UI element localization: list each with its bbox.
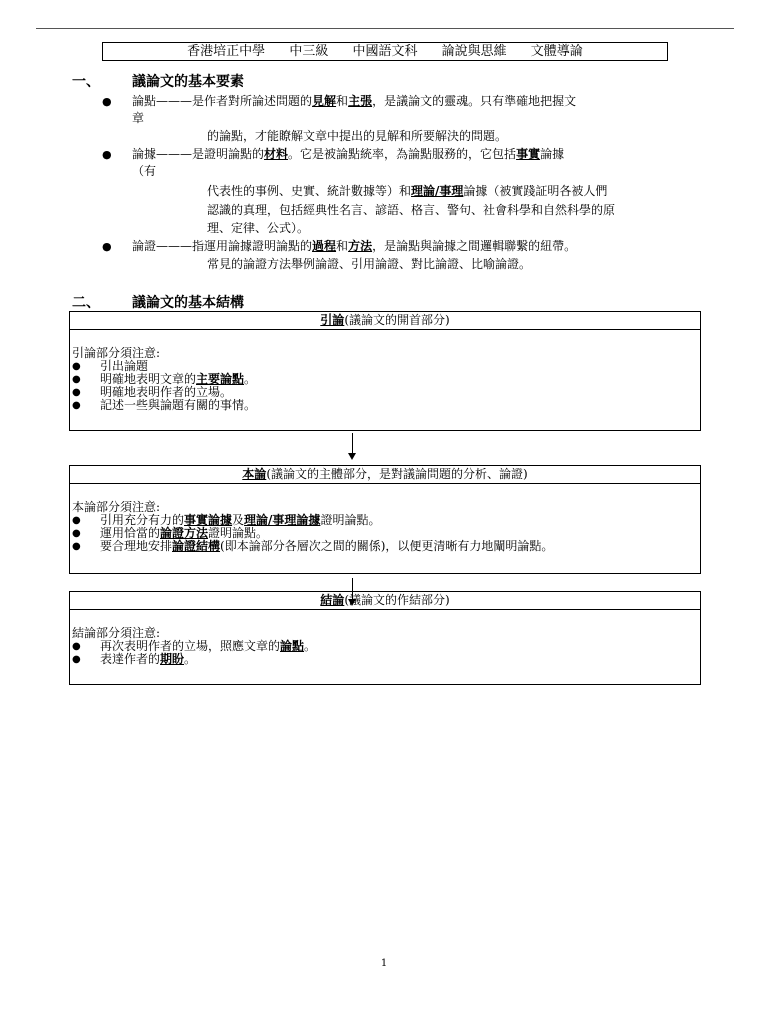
body-note: 本論部分須注意:: [72, 500, 161, 514]
bullet-icon: ●: [72, 528, 81, 539]
evidence-wrap: （有: [132, 164, 157, 178]
bullet-icon: ●: [72, 541, 81, 552]
section1-heading: [0, 73, 768, 91]
header-lesson: 文體導論: [530, 44, 583, 59]
bullet-icon: ●: [102, 240, 112, 253]
intro-note: 引論部分須注意:: [72, 346, 161, 360]
header-school: 香港培正中學: [187, 44, 266, 59]
conclusion-note: 結論部分須注意:: [72, 626, 161, 640]
section2-number: 二、: [72, 295, 100, 311]
point-wrap: 章: [132, 111, 145, 125]
bullet-icon: ●: [72, 361, 81, 372]
intro-box-header: 引論(議論文的開首部分): [70, 312, 700, 330]
bullet-icon: ●: [72, 641, 81, 652]
list-item: ● 引出論題: [72, 359, 149, 373]
header-grade: 中三級: [289, 44, 329, 59]
evidence-line4: 理、定律、公式）。: [207, 221, 310, 235]
bullet-icon: ●: [72, 654, 81, 665]
header-title-box: [102, 42, 668, 61]
body-box-header: 本論(議論文的主體部分，是對議論問題的分析、論證): [70, 466, 700, 484]
body-box: [69, 465, 701, 574]
argument-line2: 常見的論證方法舉例論證、引用論證、對比論證、比喻論證。: [207, 257, 532, 271]
header-topic: 論說與思維: [441, 44, 507, 59]
list-item: ● 明確地表明作者的立場。: [72, 385, 233, 399]
list-item: ● 運用恰當的論證方法證明論點。: [72, 526, 269, 540]
list-item: ● 表達作者的期盼。: [72, 652, 197, 666]
list-item: ● 明確地表明文章的主要論點。: [72, 372, 257, 386]
evidence-line2: 代表性的事例、史實、統計數據等）和理論/事理論據（被實踐証明各被人們: [207, 184, 608, 198]
intro-box: [69, 311, 701, 431]
evidence-line3: 認識的真理，包括經典性名言、諺語、格言、警句、社會科學和自然科學的原: [207, 203, 616, 217]
header-subject: 中國語文科: [352, 44, 418, 59]
section2-heading: [0, 294, 768, 312]
list-item: ● 要合理地安排論證結構(即本論部分各層次之間的關係)，以便更清晰有力地闡明論點。: [72, 539, 554, 553]
conclusion-box: [69, 591, 701, 685]
bullet-icon: ●: [102, 148, 112, 161]
top-rule: [36, 28, 734, 29]
conclusion-box-header: 結論(議論文的作結部分): [70, 592, 700, 610]
list-item: ● 記述一些與論題有關的事情。: [72, 398, 257, 412]
bullet-icon: ●: [72, 387, 81, 398]
bullet-icon: ●: [72, 374, 81, 385]
page-number: 1: [380, 958, 388, 969]
list-item: ● 引用充分有力的事實論據及理論/事理論據證明論點。: [72, 513, 381, 527]
evidence-line1: 論據———是證明論點的材料。它是被論點統率，為論點服務的，它包括事實論據: [132, 147, 565, 161]
section1-title: 議論文的基本要素: [132, 74, 244, 90]
section1-number: 一、: [72, 74, 100, 90]
section2-title: 議論文的基本結構: [132, 295, 244, 311]
bullet-icon: ●: [102, 95, 112, 108]
point-continuation: 的論點，才能瞭解文章中提出的見解和所要解決的問題。: [207, 129, 508, 143]
bullet-icon: ●: [72, 400, 81, 411]
argument-line1: 論證———指運用論據證明論點的過程和方法，是論點與論據之間邏輯聯繫的紐帶。: [132, 239, 577, 253]
point-line1: 論點———是作者對所論述問題的見解和主張，是議論文的靈魂。只有準確地把握文: [132, 94, 577, 108]
list-item: ● 再次表明作者的立場，照應文章的論點。: [72, 639, 317, 653]
bullet-icon: ●: [72, 515, 81, 526]
